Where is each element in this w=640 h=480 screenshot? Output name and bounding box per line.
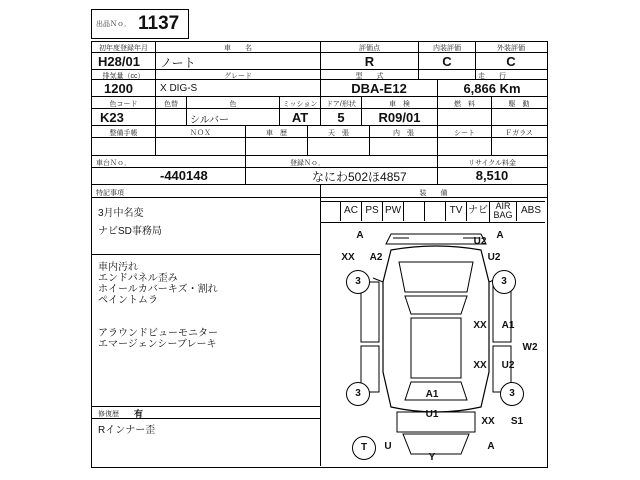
reg-label: 初年度登録年月 [99, 45, 148, 52]
exterior-label: 外装評価 [497, 45, 525, 52]
rear-panel-outline [403, 434, 469, 454]
wheel-rear-left: 3 [346, 382, 370, 406]
mark-right-front: U2 [473, 236, 487, 247]
reg-value: H28/01 [98, 54, 140, 69]
score-label: 評価点 [359, 45, 380, 52]
glass-label: Ｆガラス [505, 130, 533, 137]
repair-label: 修復歴 [98, 411, 119, 418]
rule [91, 254, 320, 255]
color-change-label: 色替 [164, 101, 178, 108]
roof-label: 天 張 [328, 130, 349, 137]
note-line: 車内汚れ [98, 262, 138, 273]
notes-label: 特記事項 [96, 190, 124, 197]
lot-number: 1137 [138, 13, 180, 34]
plate-value: なにわ502ほ4857 [312, 170, 407, 184]
color-code-label: 色コード [109, 101, 138, 108]
equip-airbag: AIR BAG [489, 201, 516, 222]
mark-rear-panel: Y [428, 452, 436, 463]
mission-label: ミッション [282, 101, 318, 108]
lot-number-box [91, 9, 189, 39]
wheel-front-left: 3 [346, 270, 370, 294]
mark-front-left: A [356, 230, 364, 241]
color-value: シルバー [190, 115, 230, 126]
doors-label: ドア/形状 [326, 101, 356, 108]
mark-rear-left: U [384, 441, 392, 452]
mark-rear-roof: A1 [425, 389, 439, 400]
mark-left-fender-2: A2 [369, 252, 383, 263]
mark-right-front-door: XX [473, 320, 487, 331]
repair-value: 有 [134, 409, 144, 419]
recycle-value: 8,510 [475, 168, 509, 183]
note-line: ホイールカバーキズ・割れ [98, 284, 218, 295]
tire-spare: T [352, 436, 376, 460]
mark-right-rear-door: XX [473, 360, 487, 371]
mark-right-front-door-2: A1 [501, 320, 515, 331]
equip-ac: AC [340, 201, 361, 221]
interior-roof-label: 内 張 [393, 130, 414, 137]
rule [91, 155, 547, 156]
note-line: アラウンドビューモニター [98, 328, 218, 339]
equip-navi: ナビ [466, 201, 489, 221]
score-value: R [364, 54, 375, 69]
note-line: エンドパネル歪み [98, 273, 178, 284]
mark-right-fender: U2 [487, 252, 501, 263]
rule [91, 125, 547, 126]
history-label: 車 歴 [266, 130, 287, 137]
note-line: ペイントムラ [98, 295, 158, 306]
model-label: 型 式 [355, 73, 384, 80]
seat-label: シート [454, 130, 475, 137]
nox-label: ＮＯＸ [190, 130, 211, 137]
equip-abs: ABS [516, 201, 545, 221]
right-doors-outline [493, 282, 511, 392]
equip-pw: PW [382, 201, 403, 221]
fuel-label: 燃 料 [454, 101, 475, 108]
equip-blank [424, 201, 445, 221]
interior-label: 内装評価 [433, 45, 461, 52]
drive-label: 駆 動 [508, 101, 530, 108]
left-doors-outline [361, 282, 379, 392]
mark-rear-right-2: S1 [510, 416, 524, 427]
rule [91, 96, 547, 97]
doors-value: 5 [337, 110, 345, 125]
wheel-rear-right: 3 [500, 382, 524, 406]
note-line: ナビSD事務局 [98, 226, 162, 237]
equipment-label: 装 備 [419, 190, 448, 197]
lot-label: 出品Ｎｏ． [96, 21, 131, 28]
car-name-value: ノート [160, 56, 196, 70]
mark-rear-corner: A [487, 441, 495, 452]
inspection-label: 車 検 [389, 101, 410, 108]
grade-label: グレード [224, 73, 252, 80]
mission-value: AT [291, 110, 309, 125]
rule [91, 406, 320, 407]
roof-outline [411, 318, 461, 378]
color-code-value: K23 [100, 110, 124, 125]
mileage-value: 6,866 Km [463, 81, 521, 96]
grade-value: X DIG-S [160, 83, 198, 94]
exterior-value: C [506, 54, 516, 69]
chassis-value: -440148 [160, 168, 208, 183]
color-label: 色 [229, 101, 237, 108]
car-name-label: 車 名 [224, 45, 252, 52]
mark-front-right: A [496, 230, 504, 241]
mark-right-rear-door-2: U2 [501, 360, 515, 371]
repair-note: Rインナー歪 [98, 425, 156, 436]
displacement-value: 1200 [104, 81, 133, 96]
equip-ps: PS [361, 201, 382, 221]
model-value: DBA-E12 [351, 81, 407, 96]
mark-right-glass: W2 [522, 342, 538, 353]
rule [245, 155, 246, 185]
mark-rear-right: XX [481, 416, 495, 427]
mileage-label: 走 行 [478, 73, 506, 80]
hood-outline [399, 262, 473, 292]
inspection-value: R09/01 [378, 110, 421, 125]
plate-label: 登録Ｎｏ． [290, 160, 325, 167]
mark-left-fender: XX [341, 252, 355, 263]
equip-tv: TV [445, 201, 466, 221]
interior-value: C [442, 54, 452, 69]
windshield-outline [405, 296, 467, 314]
manual-label: 整備手帳 [109, 130, 138, 137]
mark-rear-bumper: U1 [425, 409, 439, 420]
note-line: 3月中名変 [98, 208, 144, 219]
displacement-label: 排気量（cc） [102, 73, 145, 80]
recycle-label: リサイクル料金 [467, 160, 517, 167]
chassis-label: 車台Ｎｏ． [96, 160, 131, 167]
mirror-lines [373, 278, 499, 282]
wheel-front-right: 3 [492, 270, 516, 294]
note-line: エマージェンシーブレーキ [98, 339, 217, 350]
rule [91, 418, 320, 419]
equip-blank [403, 201, 424, 221]
